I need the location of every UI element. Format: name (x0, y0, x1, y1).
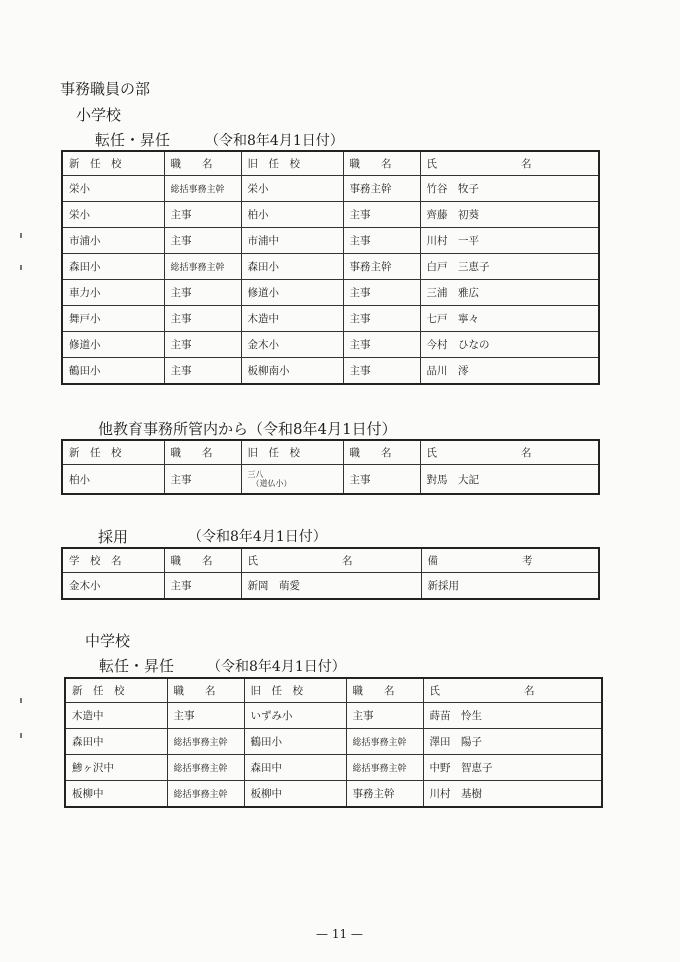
name-cell: 竹谷 牧子 (420, 176, 599, 202)
new-school-cell: 森田中 (65, 729, 167, 755)
col-new-school: 新 任 校 (62, 151, 164, 176)
old-school-cell: 柏小 (241, 202, 343, 228)
remarks-cell: 新採用 (421, 573, 599, 600)
col-old-position: 職 名 (343, 440, 420, 465)
col-new-school: 新 任 校 (62, 440, 164, 465)
position-cell: 主事 (164, 332, 241, 358)
new-school-cell: 栄小 (62, 176, 164, 202)
old-position-cell: 総括事務主幹 (346, 755, 423, 781)
margin-mark (20, 233, 22, 238)
position-cell: 総括事務主幹 (167, 755, 244, 781)
new-school-cell: 栄小 (62, 202, 164, 228)
old-school-cell: 修道小 (241, 280, 343, 306)
name-cell: 齊藤 初葵 (420, 202, 599, 228)
col-school: 学 校 名 (62, 548, 164, 573)
new-school-cell: 市浦小 (62, 228, 164, 254)
table-row (62, 358, 599, 385)
old-position-cell: 主事 (343, 358, 420, 385)
col-name: 氏 名 (420, 440, 599, 465)
position-cell: 総括事務主幹 (167, 781, 244, 808)
col-position: 職 名 (164, 440, 241, 465)
position-cell: 主事 (164, 358, 241, 385)
col-remarks: 備 考 (421, 548, 599, 573)
old-school-cell: 栄小 (241, 176, 343, 202)
old-school-cell: 森田小 (241, 254, 343, 280)
table-row (65, 703, 602, 729)
position-cell: 総括事務主幹 (164, 176, 241, 202)
new-school-cell: 舞戸小 (62, 306, 164, 332)
old-school-cell: 鶴田小 (244, 729, 346, 755)
position-cell: 主事 (164, 228, 241, 254)
junior-high-heading: 中学校 (85, 632, 131, 650)
old-school-name: 三八 (247, 470, 264, 479)
old-position-cell: 事務主幹 (343, 176, 420, 202)
table-row (62, 202, 599, 228)
name-cell: 川村 一平 (420, 228, 599, 254)
margin-mark (20, 733, 22, 738)
position-cell: 総括事務主幹 (164, 254, 241, 280)
table-header-row (62, 440, 599, 465)
name-cell: 新岡 萌愛 (241, 573, 421, 600)
table-header-row (62, 151, 599, 176)
other-office-table (61, 439, 600, 495)
old-position-cell: 総括事務主幹 (346, 729, 423, 755)
table-row (62, 465, 599, 495)
name-cell: 澤田 陽子 (423, 729, 602, 755)
col-position: 職 名 (164, 151, 241, 176)
old-position-cell: 主事 (346, 703, 423, 729)
old-position-cell: 主事 (343, 306, 420, 332)
old-school-cell: 板柳南小 (241, 358, 343, 385)
table-row (62, 332, 599, 358)
old-school-cell: 市浦中 (241, 228, 343, 254)
page-number: — 11 — (316, 927, 363, 941)
table-row (62, 280, 599, 306)
old-school-cell: 金木小 (241, 332, 343, 358)
table-row (62, 254, 599, 280)
junior-high-transfer-table (64, 677, 603, 808)
position-cell: 主事 (164, 280, 241, 306)
new-school-cell: 鯵ヶ沢中 (65, 755, 167, 781)
margin-mark (20, 698, 22, 703)
table-row (65, 781, 602, 808)
name-cell: 川村 基樹 (423, 781, 602, 808)
new-school-cell: 板柳中 (65, 781, 167, 808)
col-old-school: 旧 任 校 (241, 151, 343, 176)
hiring-date: （令和8年4月1日付） (188, 529, 327, 545)
name-cell: 七戸 寧々 (420, 306, 599, 332)
other-office-heading: 他教育事務所管内から（令和8年4月1日付） (98, 420, 397, 438)
col-old-school: 旧 任 校 (244, 678, 346, 703)
old-position-cell: 事務主幹 (343, 254, 420, 280)
junior-high-transfer-heading: 転任・昇任 (99, 657, 175, 675)
old-school-cell: いずみ小 (244, 703, 346, 729)
col-old-school: 旧 任 校 (241, 440, 343, 465)
old-position-cell: 主事 (343, 228, 420, 254)
old-school-cell: 森田中 (244, 755, 346, 781)
col-position: 職 名 (164, 548, 241, 573)
name-cell: 蒔苗 怜生 (423, 703, 602, 729)
section-title: 事務職員の部 (60, 80, 151, 98)
name-cell: 對馬 大記 (420, 465, 599, 495)
table-header-row (65, 678, 602, 703)
col-name: 氏 名 (420, 151, 599, 176)
old-position-cell: 主事 (343, 202, 420, 228)
junior-high-transfer-date: （令和8年4月1日付） (207, 659, 346, 675)
new-school-cell: 柏小 (62, 465, 164, 495)
col-new-school: 新 任 校 (65, 678, 167, 703)
table-row (65, 729, 602, 755)
position-cell: 主事 (167, 703, 244, 729)
elementary-transfer-heading: 転任・昇任 (95, 131, 171, 149)
old-school-cell: 板柳中 (244, 781, 346, 808)
new-school-cell: 木造中 (65, 703, 167, 729)
table-row (62, 176, 599, 202)
table-header-row (62, 548, 599, 573)
position-cell: 主事 (164, 306, 241, 332)
col-old-position: 職 名 (343, 151, 420, 176)
elementary-transfer-table (61, 150, 600, 385)
old-school-cell: 木造中 (241, 306, 343, 332)
new-school-cell: 修道小 (62, 332, 164, 358)
position-cell: 主事 (164, 573, 241, 600)
table-row (62, 228, 599, 254)
position-cell: 主事 (164, 202, 241, 228)
name-cell: 今村 ひなの (420, 332, 599, 358)
old-position-cell: 主事 (343, 332, 420, 358)
new-school-cell: 車力小 (62, 280, 164, 306)
table-row (65, 755, 602, 781)
name-cell: 品川 澪 (420, 358, 599, 385)
position-cell: 総括事務主幹 (167, 729, 244, 755)
margin-mark (20, 265, 22, 270)
elementary-transfer-date: （令和8年4月1日付） (205, 133, 344, 149)
hiring-heading: 採用 (98, 528, 129, 546)
table-row (62, 306, 599, 332)
col-position: 職 名 (167, 678, 244, 703)
school-cell: 金木小 (62, 573, 164, 600)
old-position-cell: 主事 (343, 280, 420, 306)
new-school-cell: 鶴田小 (62, 358, 164, 385)
elementary-heading: 小学校 (76, 106, 122, 124)
col-name: 氏 名 (423, 678, 602, 703)
old-school-note: （道仏小） (251, 479, 292, 488)
position-cell: 主事 (164, 465, 241, 495)
hiring-table (61, 547, 600, 600)
table-row (62, 573, 599, 600)
col-name: 氏 名 (241, 548, 421, 573)
col-old-position: 職 名 (346, 678, 423, 703)
old-position-cell: 主事 (343, 465, 420, 495)
name-cell: 中野 智恵子 (423, 755, 602, 781)
new-school-cell: 森田小 (62, 254, 164, 280)
name-cell: 三浦 雅広 (420, 280, 599, 306)
name-cell: 白戸 三恵子 (420, 254, 599, 280)
old-school-cell (241, 465, 343, 495)
old-position-cell: 事務主幹 (346, 781, 423, 808)
